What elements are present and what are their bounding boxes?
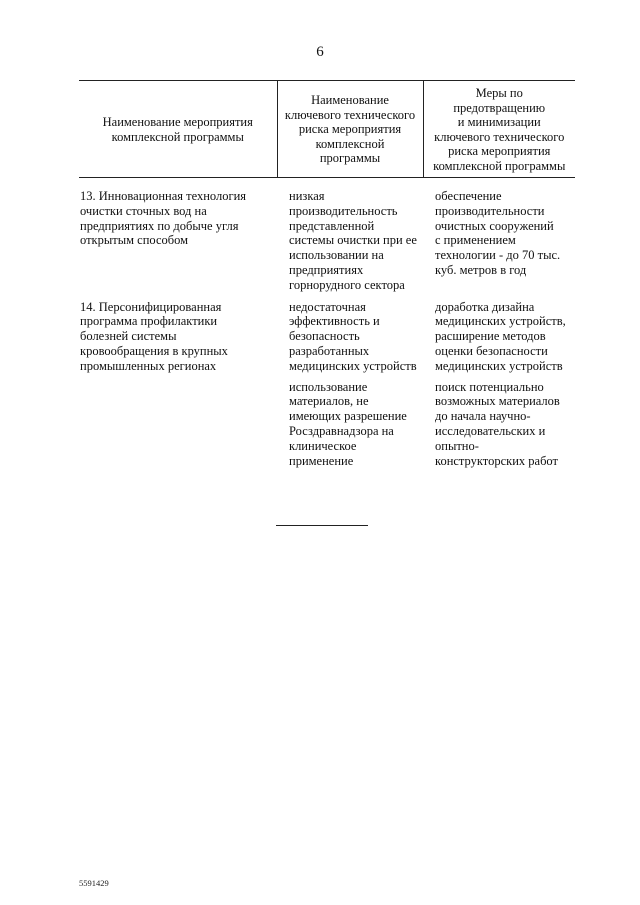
risk-cell: низкая производительность представленной системы очистки при ее использовании на предприятиях горнорудного сектора [289,189,417,292]
header-risk-name: Наименование ключевого технического риска мероприятия комплексной программы [277,81,423,178]
measure-cell: обеспечение производительности очистных сооружений с применением технологии - до 70 тыс. куб. метров в год [435,189,561,277]
risk-cell: использование материалов, не имеющих разрешение Росздравнадзора на клиническое применение [289,379,407,468]
table-row [79,380,575,469]
table-row [79,178,575,300]
closing-divider [276,525,368,526]
document-code: 5591429 [79,878,109,888]
header-measures: Меры по предотвращению и минимизации ключевого технического риска мероприятия комплексной программы [423,81,575,178]
table-row [79,300,575,380]
event-cell: 13. Инновационная технология очистки сточных вод на предприятиях по добыче угля открытым способом [80,189,247,248]
header-event-name: Наименование мероприятия комплексной программы [79,81,277,178]
measures-table [79,80,575,468]
event-cell [79,380,277,469]
measure-cell: поиск потенциально возможных материалов до начала научно- исследовательских и опытно- конструкторских работ [435,379,560,468]
measure-cell: доработка дизайна медицинских устройств, расширение методов оценки безопасности медицинских устройств [435,299,566,373]
page-number: 6 [316,44,324,60]
table-header-row [79,81,575,178]
event-cell: 14. Персонифицированная программа профилактики болезней системы кровообращения в крупных промышленных регионах [80,299,228,373]
risk-cell: недостаточная эффективность и безопасность разработанных медицинских устройств [289,299,417,373]
